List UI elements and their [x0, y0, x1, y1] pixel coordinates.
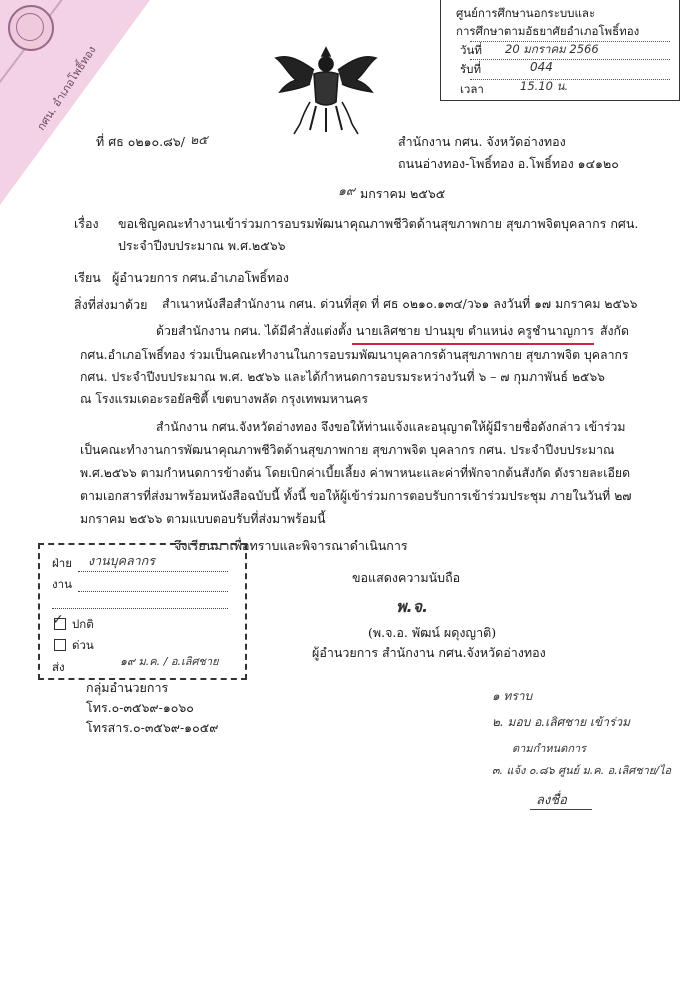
garuda-emblem-icon — [270, 40, 382, 140]
initials-underline — [530, 809, 592, 810]
annotation-line2: ๒. มอบ อ.เลิศชาย เข้าร่วม — [492, 715, 631, 729]
closing-request: จึงเรียนมาเพื่อทราบและพิจารณาดำเนินการ — [174, 538, 408, 553]
receipt-divider — [470, 59, 670, 61]
remarks-dotted-line — [78, 571, 228, 572]
remarks-department-label: ฝ่าย — [52, 556, 72, 570]
paragraph1-line1-start: ด้วยสำนักงาน กศน. ได้มีคำสั่งแต่งตั้ง — [156, 324, 352, 338]
closing-regards: ขอแสดงความนับถือ — [352, 570, 461, 585]
receipt-time-value: 15.10 น. — [520, 79, 569, 93]
red-underline-mark — [352, 343, 594, 345]
paragraph2-line2: เป็นคณะทำงานการพัฒนาคุณภาพชีวิตด้านสุขภาพกาย สุขภาพจิต บุคลากร กศน. ประจำปีงบประมาณ — [80, 443, 615, 457]
urgent-label: ด่วน — [72, 638, 94, 652]
recipient-text: ผู้อำนวยการ กศน.อำเภอโพธิ์ทอง — [112, 270, 290, 285]
recipient-label: เรียน — [74, 270, 101, 285]
remarks-work-label: งาน — [52, 577, 72, 591]
office-name: สำนักงาน กศน. จังหวัดอ่างทอง — [398, 134, 566, 149]
receipt-date-value: 20 มกราคม 2566 — [505, 42, 599, 56]
seal-inner-ring-icon — [16, 13, 44, 41]
annotation-initials: ลงชื่อ — [536, 793, 567, 808]
annotation-line3: ตามกำหนดการ — [512, 742, 587, 755]
date-day-handwritten: ๑๙ — [338, 183, 356, 198]
signer-name: (พ.จ.อ. พัฒน์ ผดุงญาติ) — [368, 625, 497, 640]
subject-label: เรื่อง — [74, 216, 99, 231]
remarks-dotted-line — [78, 591, 228, 592]
paragraph1-highlighted-name: นายเลิศชาย ปานมุข ตำแหน่ง ครูชำนาญการ — [356, 324, 595, 338]
annotation-line4: ๓. แจ้ง ๐.๘๖ ศูนย์ ม.ค. อ.เลิศชาย/ไอ — [492, 764, 672, 777]
enclosure-text: สำเนาหนังสือสำนักงาน กศน. ด่วนที่สุด ที่ ศธ ๐๒๑๐.๑๓๔/ว๖๑ ลงวันที่ ๑๗ มกราคม ๒๕๖๖ — [162, 297, 638, 311]
reference-number-label: ที่ ศธ ๐๒๑๐.๘๖/ — [96, 134, 185, 149]
paragraph2-line1: สำนักงาน กศน.จังหวัดอ่างทอง จึงขอให้ท่านแจ้งและอนุญาตให้ผู้มีรายชื่อดังกล่าว เข้าร่วม — [156, 420, 626, 434]
receipt-office-line1: ศูนย์การศึกษานอกระบบและ — [456, 6, 596, 20]
signature-handwritten: พ.จ. — [396, 597, 429, 616]
paragraph1-line3: กศน. ประจำปีงบประมาณ พ.ศ. ๒๕๖๖ และได้กำหนดการอบรมระหว่างวันที่ ๖ – ๗ กุมภาพันธ์ ๒๕๖๖ — [80, 370, 605, 384]
paragraph2-line4: ตามเอกสารที่ส่งมาพร้อมหนังสือฉบับนี้ ทั้งนี้ ขอให้ผู้เข้าร่วมการตอบรับการเข้าร่วมประชุม ภายในวันที่ ๒๗ — [80, 489, 632, 503]
send-label: ส่ง — [52, 660, 65, 674]
document-date: มกราคม ๒๕๖๕ — [360, 186, 446, 201]
normal-label: ปกติ — [72, 617, 94, 631]
corner-office-label: กศน. อำเภอโพธิ์ทอง — [34, 43, 99, 133]
subject-line2: ประจำปีงบประมาณ พ.ศ.๒๕๖๖ — [118, 238, 286, 253]
paragraph1-line1-end: สังกัด — [600, 324, 629, 338]
annotation-line1: ๑ ทราบ — [492, 689, 533, 703]
receipt-time-label: เวลา — [460, 82, 484, 96]
contact-fax: โทรสาร.๐-๓๕๖๙-๑๐๕๙ — [86, 720, 219, 735]
paragraph1-line2: กศน.อำเภอโพธิ์ทอง ร่วมเป็นคณะทำงานในการอบรมพัฒนาบุคลากรด้านสุขภาพกาย สุขภาพจิต บุคลากร — [80, 348, 629, 362]
receipt-number-label: รับที่ — [460, 62, 482, 76]
receipt-divider — [470, 79, 670, 81]
receipt-date-label: วันที่ — [460, 43, 482, 57]
paragraph1-line4: ณ โรงแรมเดอะรอยัลซิตี้ เขตบางพลัด กรุงเทพมหานคร — [80, 392, 368, 406]
checkmark-icon: ✓ — [52, 612, 64, 628]
contact-group: กลุ่มอำนวยการ — [86, 680, 169, 695]
receipt-number-value: 044 — [530, 60, 553, 74]
remarks-department-value: งานบุคลากร — [88, 553, 155, 568]
paragraph2-line3: พ.ศ.๒๕๖๖ ตามกำหนดการข้างต้น โดยเบิกค่าเบี้ยเลี้ยง ค่าพาหนะและค่าที่พักจากต้นสังกัด ดังรายละเอียด — [80, 466, 631, 480]
reference-number-handwritten: ๒๕ — [190, 132, 208, 147]
office-address: ถนนอ่างทอง-โพธิ์ทอง อ.โพธิ์ทอง ๑๔๑๒๐ — [398, 156, 619, 171]
contact-phone: โทร.๐-๓๕๖๙-๑๐๖๐ — [86, 700, 194, 715]
enclosure-label: สิ่งที่ส่งมาด้วย — [74, 297, 148, 312]
send-value-handwritten: ๑๙ ม.ค. / อ.เลิศชาย — [120, 655, 219, 668]
signer-title: ผู้อำนวยการ สำนักงาน กศน.จังหวัดอ่างทอง — [312, 645, 546, 660]
urgent-checkbox — [54, 639, 66, 651]
remarks-dotted-line — [52, 608, 228, 609]
receipt-office-line2: การศึกษาตามอัธยาศัยอำเภอโพธิ์ทอง — [456, 24, 640, 38]
subject-line1: ขอเชิญคณะทำงานเข้าร่วมการอบรมพัฒนาคุณภาพชีวิตด้านสุขภาพกาย สุขภาพจิตบุคลากร กศน. — [118, 216, 639, 231]
paragraph2-line5: มกราคม ๒๕๖๖ ตามแบบตอบรับที่ส่งมาพร้อมนี้ — [80, 512, 326, 526]
